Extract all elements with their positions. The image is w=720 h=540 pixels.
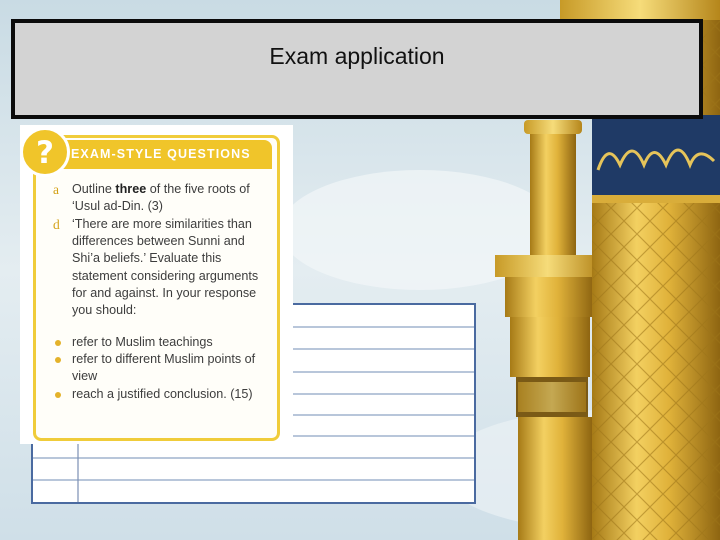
question-d-letter: d	[53, 217, 60, 232]
bullet-dot-icon	[55, 357, 61, 363]
exam-style-questions-card	[20, 125, 293, 444]
question-mark-glyph: ?	[36, 135, 54, 171]
bullet-text: refer to different Muslim points of view	[72, 352, 256, 384]
card-header-title: EXAM-STYLE QUESTIONS	[71, 147, 251, 161]
card-header	[50, 140, 272, 169]
title-bar	[11, 19, 703, 119]
bullet-item	[53, 334, 272, 351]
question-a-text-start: Outline	[72, 182, 116, 196]
question-a-text	[72, 181, 272, 215]
question-d-text: ‘There are more similarities than differences between Sunni and Shi’a beliefs.’ Evaluate this statement considering arguments for and against. In your response you should:	[72, 217, 259, 318]
question-mark-icon	[20, 127, 70, 177]
question-a-text-end: of the five roots of ‘Usul ad-Din. (3)	[72, 182, 250, 214]
slide-title: Exam application	[269, 43, 445, 69]
question-a-letter: a	[53, 182, 59, 197]
bullet-dot-icon	[55, 392, 61, 398]
question-a-bold: three	[115, 182, 147, 196]
response-bullet-list	[53, 334, 272, 403]
bullet-dot-icon	[55, 340, 61, 346]
bullet-text: reach a justified conclusion. (15)	[72, 386, 253, 401]
bullet-item	[53, 351, 272, 385]
bullet-text: refer to Muslim teachings	[72, 335, 213, 349]
bullet-item	[53, 386, 272, 403]
